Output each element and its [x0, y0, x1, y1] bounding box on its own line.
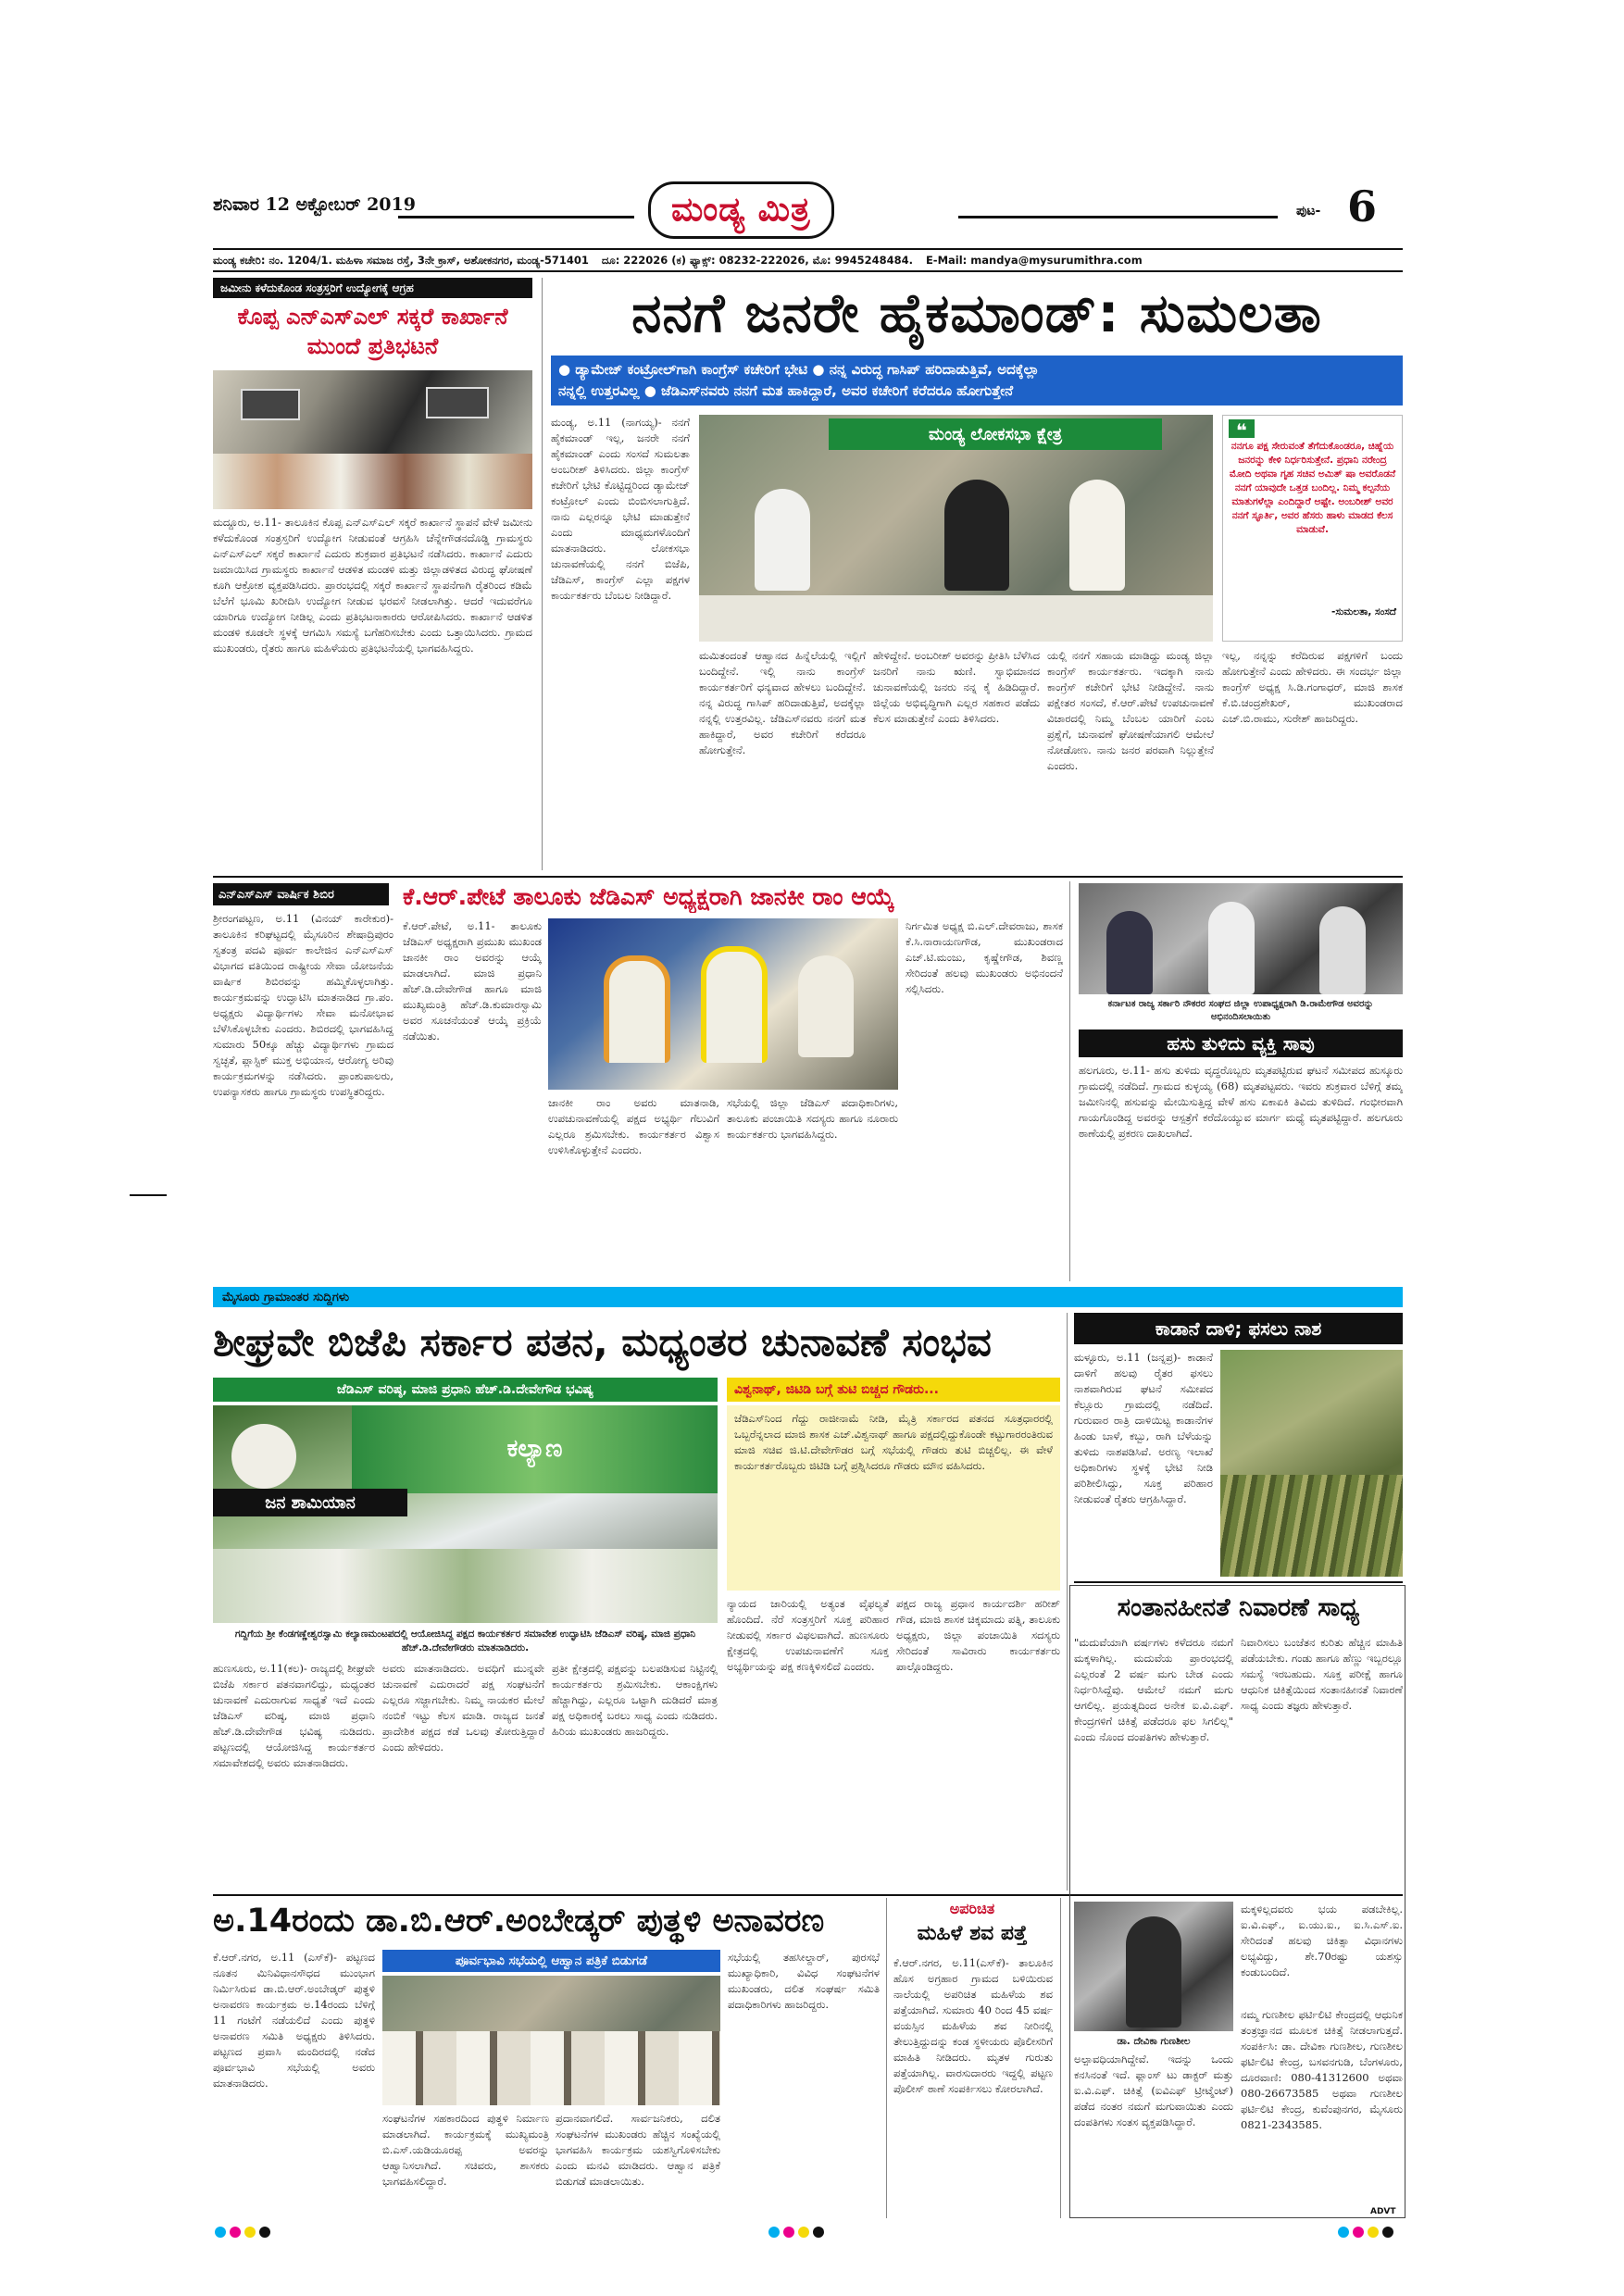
story10-body: ಕೆ.ಆರ್.ನಗರ, ಅ.11(ಎಸ್‌ಕೆ)- ತಾಲೂಕಿನ ಹೊಸ ಅಗ್ರಹಾರ ಗ್ರಾಮದ ಬಳಿಯಿರುವ ನಾಲೆಯಲ್ಲಿ ಅಪರಿಚಿತ ಮಹಿಳೆಯ ಶವ ಪತ್ತೆಯಾಗಿದೆ. ಸುಮಾರು 40 ರಿಂದ 45 ವರ್ಷ ವಯಸ್ಸಿನ ಮಹಿಳೆಯ ಶವ ನೀರಿನಲ್ಲಿ ತೇಲುತ್ತಿದ್ದುದನ್ನು ಕಂಡ ಸ್ಥಳೀಯರು ಪೊಲೀಸರಿಗೆ ಮಾಹಿತಿ ನೀಡಿದರು. ಮೃತಳ ಗುರುತು ಪತ್ತೆಯಾಗಿಲ್ಲ. ವಾರಸುದಾರರು ಇದ್ದಲ್ಲಿ ಪಟ್ಟಣ ಪೊಲೀಸ್ ಠಾಣೆ ಸಂಪರ್ಕಿಸಲು ಕೋರಲಾಗಿದೆ. [893, 1956, 1053, 2095]
story1-headline: ಕೊಪ್ಪ ಎನ್‌ಎಸ್‌ಎಲ್ ಸಕ್ಕರೆ ಕಾರ್ಖಾನೆ ಮುಂದೆ ಪ್ರತಿಭಟನೆ [237, 304, 508, 359]
story6-caption: ಗದ್ದಿಗೆಯ ಶ್ರೀ ಕೆಂಡಗಣ್ಣೇಶ್ವರಸ್ವಾಮಿ ಕಲ್ಯಾಣಮಂಟಪದಲ್ಲಿ ಆಯೋಜಿಸಿದ್ದ ಪಕ್ಷದ ಕಾರ್ಯಕರ್ತರ ಸಮಾವೇಶ ಉದ್ಘಾಟಿಸಿ ಜೆಡಿಎಸ್ ವರಿಷ್ಠ, ಮಾಜಿ ಪ್ರಧಾನಿ ಹೆಚ್.ಡಿ.ದೇವೇಗೌಡರು ಮಾತನಾಡಿದರು. [234, 1628, 696, 1653]
story9-photo [382, 1976, 720, 2105]
story2-quote-box [1222, 415, 1403, 642]
black-dot [259, 2227, 270, 2238]
section-rule [1074, 1581, 1403, 1583]
story8-body-3: ಮಕ್ಕಳಿಲ್ಲದವರು ಭಯ ಪಡಬೇಕಿಲ್ಲ. ಐ.ವಿ.ಎಫ್., ಐ.ಯು.ಐ., ಐ.ಸಿ.ಎಸ್.ಐ. ಸೇರಿದಂತೆ ಹಲವು ಚಿಕಿತ್ಸಾ ವಿಧಾನಗಳು ಲಭ್ಯವಿದ್ದು, ಶೇ.70ರಷ್ಟು ಯಶಸ್ಸು ಕಂಡುಬಂದಿದೆ. [1241, 1903, 1403, 1978]
issue-date: ಶನಿವಾರ 12 ಅಕ್ಟೋಬರ್ 2019 [213, 194, 416, 215]
column-divider [1060, 1898, 1061, 2218]
person-garlanded [604, 955, 670, 1063]
table [699, 595, 1213, 642]
story9-col-1: ಕೆ.ಆರ್.ನಗರ, ಅ.11 (ಎಸ್‌ಕೆ)- ಪಟ್ಟಣದ ನೂತನ ಮಿನಿವಿಧಾನಸೌಧದ ಮುಂಭಾಗ ನಿರ್ಮಿಸಿರುವ ಡಾ.ಬಿ.ಆರ್.ಅಂಬೇಡ್ಕರ್ ಪುತ್ಥಳಿ ಅನಾವರಣ ಕಾರ್ಯಕ್ರಮ ಅ.14ರಂದು ಬೆಳಿಗ್ಗೆ 11 ಗಂಟೆಗೆ ನಡೆಯಲಿದೆ ಎಂದು ಪುತ್ಥಳಿ ಅನಾವರಣ ಸಮಿತಿ ಅಧ್ಯಕ್ಷರು ತಿಳಿಸಿದರು. ಪಟ್ಟಣದ ಪ್ರವಾಸಿ ಮಂದಿರದಲ್ಲಿ ನಡೆದ ಪೂರ್ವಭಾವಿ ಸಭೆಯಲ್ಲಿ ಅವರು ಮಾತನಾಡಿದರು. [213, 1951, 375, 2090]
person [1069, 480, 1125, 591]
story1-kicker: ಜಮೀನು ಕಳೆದುಕೊಂಡ ಸಂತ್ರಸ್ತರಿಗೆ ಉದ್ಯೋಗಕ್ಕೆ ಆಗ್ರಹ [213, 278, 532, 298]
magenta-dot [783, 2227, 794, 2238]
story6-subhead: ಜೆಡಿಎಸ್ ವರಿಷ್ಠ, ಮಾಜಿ ಪ್ರಧಾನಿ ಹೆಚ್.ಡಿ.ದೇವೇಗೌಡ ಭವಿಷ್ಯ [213, 1378, 718, 1402]
black-dot [1382, 2227, 1393, 2238]
story7-headline: ಕಾಡಾನೆ ದಾಳಿ; ಫಸಲು ನಾಶ [1074, 1313, 1403, 1344]
story2-quote-source: -ಸುಮಲತಾ, ಸಂಸದೆ [1331, 606, 1396, 618]
story5-body: ಹಲಗೂರು, ಅ.11- ಹಸು ತುಳಿದು ವೃದ್ಧರೊಬ್ಬರು ಮೃತಪಟ್ಟಿರುವ ಘಟನೆ ಸಮೀಪದ ಹುಸ್ಕೂರು ಗ್ರಾಮದಲ್ಲಿ ನಡೆದಿದೆ. ಗ್ರಾಮದ ಕುಳ್ಳಯ್ಯ (68) ಮೃತಪಟ್ಟವರು. ಇವರು ಶುಕ್ರವಾರ ಬೆಳಿಗ್ಗೆ ತಮ್ಮ ಜಮೀನಿನಲ್ಲಿ ಹಸುವನ್ನು ಮೇಯಿಸುತ್ತಿದ್ದ ವೇಳೆ ಹಸು ಏಕಾಏಕಿ ತಿವಿದು ತುಳಿದಿದೆ. ಗಂಭೀರವಾಗಿ ಗಾಯಗೊಂಡಿದ್ದ ಅವರನ್ನು ಆಸ್ಪತ್ರೆಗೆ ಕರೆದೊಯ್ಯುವ ಮಾರ್ಗ ಮಧ್ಯೆ ಮೃತಪಟ್ಟಿದ್ದಾರೆ. ಹಲಗೂರು ಠಾಣೆಯಲ್ಲಿ ಪ್ರಕರಣ ದಾಖಲಾಗಿದೆ. [1079, 1064, 1403, 1140]
story6-col-4: ನ್ಯಾಯದ ಜಾರಿಯಲ್ಲಿ ಅತ್ಯಂತ ವೈಫಲ್ಯತೆ ಹೊಂದಿದೆ. ನೆರೆ ಸಂತ್ರಸ್ತರಿಗೆ ಸೂಕ್ತ ಪರಿಹಾರ ನೀಡುವಲ್ಲಿ ಸರ್ಕಾರ ವಿಫಲವಾಗಿದೆ. ಹುಣಸೂರು ಕ್ಷೇತ್ರದಲ್ಲಿ ಉಪಚುನಾವಣೆಗೆ ಸೂಕ್ತ ಅಭ್ಯರ್ಥಿಯನ್ನು ಪಕ್ಷ ಕಣಕ್ಕಿಳಿಸಲಿದೆ ಎಂದರು. [727, 1597, 889, 1673]
person [755, 489, 810, 591]
story8-headline: ಸಂತಾನಹೀನತೆ ನಿವಾರಣೆ ಸಾಧ್ಯ [1117, 1593, 1360, 1622]
story1-photo [213, 370, 532, 509]
story8-body-2: ನಿವಾರಿಸಲು ಬಂಜೆತನ ಕುರಿತು ಹೆಚ್ಚಿನ ಮಾಹಿತಿ ಪಡೆಯಬೇಕು. ಗಂಡು ಹಾಗೂ ಹೆಣ್ಣು ಇಬ್ಬರಲ್ಲೂ ಸಮಸ್ಯೆ ಇರಬಹುದು. ಸೂಕ್ತ ಪರೀಕ್ಷೆ ಹಾಗೂ ಆಧುನಿಕ ಚಿಕಿತ್ಸೆಯಿಂದ ಸಂತಾನಹೀನತೆ ನಿವಾರಣೆ ಸಾಧ್ಯ ಎಂದು ತಜ್ಞರು ಹೇಳುತ್ತಾರೆ. [1241, 1636, 1403, 1712]
story6-col-1: ಹುಣಸೂರು, ಅ.11(ಕಲ)- ರಾಜ್ಯದಲ್ಲಿ ಶೀಘ್ರವೇ ಬಿಜೆಪಿ ಸರ್ಕಾರ ಪತನವಾಗಲಿದ್ದು, ಮಧ್ಯಂತರ ಚುನಾವಣೆ ಎದುರಾಗುವ ಸಾಧ್ಯತೆ ಇದೆ ಎಂದು ಜೆಡಿಎಸ್ ವರಿಷ್ಠ, ಮಾಜಿ ಪ್ರಧಾನಿ ಹೆಚ್.ಡಿ.ದೇವೇಗೌಡ ಭವಿಷ್ಯ ನುಡಿದರು. ಪಟ್ಟಣದಲ್ಲಿ ಆಯೋಜಿಸಿದ್ದ ಕಾರ್ಯಕರ್ತರ ಸಮಾವೇಶದಲ್ಲಿ ಅವರು ಮಾತನಾಡಿದರು. [213, 1662, 375, 1769]
story2-body-3: ಹೇಳಿದ್ದೇನೆ. ಅಂಬರೀಶ್ ಅವರನ್ನು ಪ್ರೀತಿಸಿ ಬೆಳೆಸಿದ ಜನರಿಗೆ ನಾನು ಋಣಿ. ಸ್ವಾಭಿಮಾನದ ಚುನಾವಣೆಯಲ್ಲಿ ಜನರು ನನ್ನ ಕೈ ಹಿಡಿದಿದ್ದಾರೆ. ಜಿಲ್ಲೆಯ ಅಭಿವೃದ್ಧಿಗಾಗಿ ಎಲ್ಲರ ಸಹಕಾರ ಪಡೆದು ಕೆಲಸ ಮಾಡುತ್ತೇನೆ ಎಂದು ತಿಳಿಸಿದರು. [873, 649, 1040, 725]
person [1106, 911, 1153, 994]
advt-tag: ADVT [1370, 2207, 1396, 2216]
magenta-dot [230, 2227, 241, 2238]
story5-photo [1079, 883, 1403, 994]
masthead-logo [648, 181, 834, 239]
story6-col-3: ಪ್ರತೀ ಕ್ಷೇತ್ರದಲ್ಲಿ ಪಕ್ಷವನ್ನು ಬಲಪಡಿಸುವ ನಿಟ್ಟಿನಲ್ಲಿ ಕಾರ್ಯಕರ್ತರು ಶ್ರಮಿಸಬೇಕು. ಆಕಾಂಕ್ಷಿಗಳು ಹೆಚ್ಚಾಗಿದ್ದು, ಎಲ್ಲರೂ ಒಟ್ಟಾಗಿ ದುಡಿದರೆ ಮಾತ್ರ ಪಕ್ಷ ಅಧಿಕಾರಕ್ಕೆ ಬರಲು ಸಾಧ್ಯ ಎಂದು ನುಡಿದರು. ಹಿರಿಯ ಮುಖಂಡರು ಹಾಜರಿದ್ದರು. [552, 1662, 718, 1738]
column-divider [542, 278, 543, 870]
story4-body-4: ಸಭೆಯಲ್ಲಿ ಜಿಲ್ಲಾ ಜೆಡಿಎಸ್ ಪದಾಧಿಕಾರಿಗಳು, ತಾಲೂಕು ಪಂಚಾಯಿತಿ ಸದಸ್ಯರು ಹಾಗೂ ನೂರಾರು ಕಾರ್ಯಕರ್ತರು ಭಾಗವಹಿಸಿದ್ದರು. [727, 1096, 898, 1141]
story9-subhead: ಪೂರ್ವಭಾವಿ ಸಭೆಯಲ್ಲಿ ಆಹ್ವಾನ ಪತ್ರಿಕೆ ಬಿಡುಗಡೆ [382, 1950, 720, 1972]
office-address: ಮಂಡ್ಯ ಕಚೇರಿ: ನಂ. 1204/1. ಮಹಿಳಾ ಸಮಾಜ ರಸ್ತೆ, 3ನೇ ಕ್ರಾಸ್, ಅಶೋಕನಗರ, ಮಂಡ್ಯ-571401 [213, 253, 589, 267]
office-contact: ದೂ: 222026 (ಕ) ಫ್ಯಾಕ್ಸ್: 08232-222026, ಮೊ: 9945248484. [601, 253, 913, 267]
speaker [231, 1424, 296, 1489]
section-label: ಮೈಸೂರು ಗ್ರಾಮಾಂತರ ಸುದ್ದಿಗಳು [213, 1287, 1403, 1307]
story9-col-4: ಸಭೆಯಲ್ಲಿ ತಹಸೀಲ್ದಾರ್, ಪುರಸಭೆ ಮುಖ್ಯಾಧಿಕಾರಿ, ವಿವಿಧ ಸಂಘಟನೆಗಳ ಮುಖಂಡರು, ದಲಿತ ಸಂಘರ್ಷ ಸಮಿತಿ ಪದಾಧಿಕಾರಿಗಳು ಹಾಜರಿದ್ದರು. [728, 1951, 880, 2011]
story4-body-2: ಜಾನಕೀ ರಾಂ ಅವರು ಮಾತನಾಡಿ, ಉಪಚುನಾವಣೆಯಲ್ಲಿ ಪಕ್ಷದ ಅಭ್ಯರ್ಥಿ ಗೆಲುವಿಗೆ ಎಲ್ಲರೂ ಶ್ರಮಿಸಬೇಕು. ಕಾರ್ಯಕರ್ತರ ವಿಶ್ವಾಸ ಉಳಿಸಿಕೊಳ್ಳುತ್ತೇನೆ ಎಂದರು. [548, 1096, 719, 1156]
story2-body-5: ಇಲ್ಲ, ನನ್ನನ್ನು ಕರೆದಿರುವ ಪಕ್ಷಗಳಿಗೆ ಬಂದು ಹೋಗುತ್ತೇನೆ ಎಂದು ಹೇಳಿದರು. ಈ ಸಂದರ್ಭ ಜಿಲ್ಲಾ ಕಾಂಗ್ರೆಸ್ ಅಧ್ಯಕ್ಷ ಸಿ.ಡಿ.ಗಂಗಾಧರ್, ಮಾಜಿ ಶಾಸಕ ಕೆ.ಬಿ.ಚಂದ್ರಶೇಖರ್, ಮುಖಂಡರಾದ ಎಚ್.ಬಿ.ರಾಮು, ಸುರೇಶ್ ಹಾಜರಿದ್ದರು. [1222, 649, 1403, 725]
story4-body-5 [906, 1095, 1063, 1280]
story6-col-2: ಅವರು ಮಾತನಾಡಿದರು. ಅವಧಿಗೆ ಮುನ್ನವೇ ಚುನಾವಣೆ ಎದುರಾದರೆ ಪಕ್ಷ ಸಂಘಟನೆಗೆ ಎಲ್ಲರೂ ಸಜ್ಜಾಗಬೇಕು. ನಿಮ್ಮ ನಾಯಕರ ಮೇಲೆ ನಂಬಿಕೆ ಇಟ್ಟು ಕೆಲಸ ಮಾಡಿ. ರಾಜ್ಯದ ಜನತೆ ಪ್ರಾದೇಶಿಕ ಪಕ್ಷದ ಕಡೆ ಒಲವು ತೋರುತ್ತಿದ್ದಾರೆ ಎಂದು ಹೇಳಿದರು. [382, 1662, 544, 1753]
bullet-line: ● ಡ್ಯಾಮೇಜ್ ಕಂಟ್ರೋಲ್‌ಗಾಗಿ ಕಾಂಗ್ರೆಸ್ ಕಚೇರಿಗೆ ಭೇಟಿ ● ನನ್ನ ವಿರುದ್ಧ ಗಾಸಿಪ್ ಹರಿದಾಡುತ್ತಿವೆ, ಅದಕ್ಕೆಲ್ಲಾ [558, 361, 1040, 378]
column-divider [1069, 881, 1070, 1281]
column-divider [886, 1898, 887, 2218]
story6-sidebar-title: ವಿಶ್ವನಾಥ್, ಜಿಟಿಡಿ ಬಗ್ಗೆ ತುಟಿ ಬಿಚ್ಚದ ಗೌಡರು... [727, 1378, 1060, 1402]
registration-marks-left [215, 2224, 274, 2241]
column-divider [1067, 1313, 1068, 1890]
story2-headline: ನನಗೆ ಜನರೇ ಹೈಕಮಾಂಡ್: ಸುಮಲತಾ [631, 281, 1322, 344]
doctor-caption: ಡಾ. ದೇವಿಕಾ ಗುಣಶೀಲ [1117, 2036, 1191, 2047]
story6-sidebar-body: ಜೆಡಿಎಸ್‌ನಿಂದ ಗೆದ್ದು ರಾಜೀನಾಮೆ ನೀಡಿ, ಮೈತ್ರಿ ಸರ್ಕಾರದ ಪತನದ ಸೂತ್ರಧಾರರಲ್ಲಿ ಒಬ್ಬರೆನ್ನಲಾದ ಮಾಜಿ ಶಾಸಕ ಎಚ್.ವಿಶ್ವನಾಥ್ ಹಾಗೂ ಪಕ್ಷದಲ್ಲಿದ್ದುಕೊಂಡೇ ಕಟ್ಟುಗಾರರಂತಿರುವ ಮಾಜಿ ಸಚಿವ ಜಿ.ಟಿ.ದೇವೇಗೌಡರ ಬಗ್ಗೆ ಸಭೆಯಲ್ಲಿ ಗೌಡರು ತುಟಿ ಬಿಚ್ಚಲಿಲ್ಲ. ಈ ವೇಳೆ ಕಾರ್ಯಕರ್ತರೊಬ್ಬರು ಜಿಟಿಡಿ ಬಗ್ಗೆ ಪ್ರಶ್ನಿಸಿದರೂ ಗೌಡರು ಮೌನ ವಹಿಸಿದರು. [727, 1405, 1060, 1591]
black-dot [813, 2227, 824, 2238]
story10-headline: ಮಹಿಳೆ ಶವ ಪತ್ತೆ [917, 1922, 1028, 1945]
person [1208, 902, 1255, 994]
story10-kicker: ಅಪರಿಚಿತ [949, 1900, 995, 1917]
section-rule [213, 876, 1403, 878]
story8-body-1: "ಮದುವೆಯಾಗಿ ವರ್ಷಗಳು ಕಳೆದರೂ ನಮಗೆ ಮಕ್ಕಳಾಗಿಲ್ಲ. ಮದುವೆಯ ಪ್ರಾರಂಭದಲ್ಲಿ ಎಲ್ಲರಂತೆ 2 ವರ್ಷ ಮಗು ಬೇಡ ಎಂದು ನಿರ್ಧರಿಸಿದ್ದೆವು. ಆಮೇಲೆ ನಮಗೆ ಮಗು ಆಗಲಿಲ್ಲ. ಪ್ರಯತ್ನದಿಂದ ಅನೇಕ ಐ.ವಿ.ಎಫ್. ಕೇಂದ್ರಗಳಿಗೆ ಚಿಕಿತ್ಸೆ ಪಡೆದರೂ ಫಲ ಸಿಗಲಿಲ್ಲ" ಎಂದು ನೊಂದ ದಂಪತಿಗಳು ಹೇಳುತ್ತಾರೆ. [1074, 1636, 1233, 1743]
story6-col-5: ಪಕ್ಷದ ರಾಜ್ಯ ಪ್ರಧಾನ ಕಾರ್ಯದರ್ಶಿ ಹರೀಶ್ ಗೌಡ, ಮಾಜಿ ಶಾಸಕ ಚಿಕ್ಕಮಾದು ಪತ್ನಿ, ತಾಲೂಕು ಅಧ್ಯಕ್ಷರು, ಜಿಲ್ಲಾ ಪಂಚಾಯಿತಿ ಸದಸ್ಯರು ಸೇರಿದಂತೆ ಸಾವಿರಾರು ಕಾರ್ಯಕರ್ತರು ಪಾಲ್ಗೊಂಡಿದ್ದರು. [896, 1597, 1060, 1673]
yellow-dot [244, 2227, 256, 2238]
story8-body-4: ಅಲ್ಪಾವಧಿಯಾಗಿದ್ದೇವೆ. ಇದನ್ನು ಒಂದು ಕನಸಿನಂತೆ ಇದೆ. ಫ್ಲಾಂಸ್ ಟು ಡಾಕ್ಟರ್ ಮತ್ತು ಐ.ವಿ.ಎಫ್. ಚಿಕಿತ್ಸೆ (ಐವಿಎಫ್ ಟ್ರೀಟ್ಮೆಂಟ್) ಪಡೆದ ನಂತರ ನಮಗೆ ಮಗುವಾಯಿತು ಎಂದು ದಂಪತಿಗಳು ಸಂತಸ ವ್ಯಕ್ತಪಡಿಸಿದ್ದಾರೆ. [1074, 2053, 1233, 2128]
crowd [213, 454, 532, 509]
bullet-line: ನನ್ನಲ್ಲಿ ಉತ್ತರವಿಲ್ಲ ● ಜೆಡಿಎಸ್‌ನವರು ನನಗೆ ಮತ ಹಾಕಿದ್ದಾರೆ, ಅವರ ಕಚೇರಿಗೆ ಕರೆದರೂ ಹೋಗುತ್ತೇನೆ [558, 382, 1014, 399]
page-number: 6 [1347, 181, 1378, 231]
story6-headline: ಶೀಘ್ರವೇ ಬಿಜೆಪಿ ಸರ್ಕಾರ ಪತನ, ಮಧ್ಯಂತರ ಚುನಾವಣೆ ಸಂಭವ [213, 1319, 992, 1365]
logo-text: ಮಂಡ್ಯ ಮಿತ್ರ [671, 191, 811, 229]
story7-body: ಮಳ್ಳೂರು, ಅ.11 (ಜನ್ನಪ್ರ)- ಕಾಡಾನೆ ದಾಳಿಗೆ ಹಲವು ರೈತರ ಫಸಲು ನಾಶವಾಗಿರುವ ಘಟನೆ ಸಮೀಪದ ಕೆಲ್ಲೂರು ಗ್ರಾಮದಲ್ಲಿ ನಡೆದಿದೆ. ಗುರುವಾರ ರಾತ್ರಿ ದಾಳಿಯಿಟ್ಟ ಕಾಡಾನೆಗಳ ಹಿಂಡು ಬಾಳೆ, ಕಬ್ಬು, ರಾಗಿ ಬೆಳೆಯನ್ನು ತುಳಿದು ನಾಶಪಡಿಸಿವೆ. ಅರಣ್ಯ ಇಲಾಖೆ ಅಧಿಕಾರಿಗಳು ಸ್ಥಳಕ್ಕೆ ಭೇಟಿ ನೀಡಿ ಪರಿಶೀಲಿಸಿದ್ದು, ಸೂಕ್ತ ಪರಿಹಾರ ನೀಡುವಂತೆ ರೈತರು ಆಗ್ರಹಿಸಿದ್ದಾರೆ. [1074, 1351, 1213, 1505]
cyan-dot [1338, 2227, 1349, 2238]
cyan-dot [215, 2227, 226, 2238]
story2-body-4: ಯಲ್ಲಿ ನನಗೆ ಸಹಾಯ ಮಾಡಿದ್ದು ಮಂಡ್ಯ ಜಿಲ್ಲಾ ಕಾಂಗ್ರೆಸ್ ಕಾರ್ಯಕರ್ತರು. ಇದಕ್ಕಾಗಿ ನಾನು ಕಾಂಗ್ರೆಸ್ ಕಚೇರಿಗೆ ಭೇಟಿ ನೀಡಿದ್ದೇನೆ. ನಾನು ಪಕ್ಷೇತರ ಸಂಸದೆ, ಕೆ.ಆರ್.ಪೇಟೆ ಉಪಚುನಾವಣೆ ವಿಚಾರದಲ್ಲಿ ನಿಮ್ಮ ಬೆಂಬಲ ಯಾರಿಗೆ ಎಂಬ ಪ್ರಶ್ನೆಗೆ, ಚುನಾವಣೆ ಘೋಷಣೆಯಾಗಲಿ ಆಮೇಲೆ ನೋಡೋಣ. ನಾನು ಜನರ ಪರವಾಗಿ ನಿಲ್ಲುತ್ತೇನೆ ಎಂದರು. [1047, 649, 1214, 772]
factory-sign [241, 389, 300, 420]
story4-photo [548, 918, 898, 1090]
story2-quote: ನನಗೂ ಪಕ್ಷ ಸೇರುವಂತೆ ತೆಗೆದುಕೊಂಡರೂ, ಚಿಹ್ನೆಯ ಜನರನ್ನು ಕೇಳಿ ನಿರ್ಧರಿಸುತ್ತೇನೆ. ಪ್ರಧಾನಿ ನರೇಂದ್ರ ಮೋದಿ ಅಥವಾ ಗೃಹ ಸಚಿವ ಅಮಿತ್ ಷಾ ಅವರೊಡನೆ ನನಗೆ ಯಾವುದೇ ಒತ್ತಡ ಬಂದಿಲ್ಲ. ನಿಮ್ಮ ಕಲ್ಪನೆಯ ಮಾತುಗಳೆಲ್ಲಾ ಎಂದಿದ್ದಾರೆ ಅಷ್ಟೇ. ಅಂಬರೀಶ್ ಅವರ ನನಗೆ ಸ್ಫೂರ್ತಿ, ಅವರ ಹೆಸರು ಹಾಳು ಮಾಡದ ಕೆಲಸ ಮಾಡುವೆ. [1229, 441, 1396, 535]
story5-headline: ಹಸು ತುಳಿದು ವ್ಯಕ್ತಿ ಸಾವು [1079, 1029, 1403, 1057]
story6-photo [213, 1405, 718, 1623]
story3-kicker: ಎನ್‌ಎಸ್‌ಎಸ್ ವಾರ್ಷಿಕ ಶಿಬಿರ [213, 883, 389, 905]
story3-body: ಶ್ರೀರಂಗಪಟ್ಟಣ, ಅ.11 (ವಿನಯ್ ಕಾರೇಕುರ)- ತಾಲೂಕಿನ ಕರಿಘಟ್ಟದಲ್ಲಿ ಮೈಸೂರಿನ ಶೇಷಾದ್ರಿಪುರಂ ಸ್ವತಂತ್ರ ಪದವಿ ಪೂರ್ವ ಕಾಲೇಜಿನ ಎನ್‌ಎಸ್‌ಎಸ್ ವಿಭಾಗದ ವತಿಯಿಂದ ರಾಷ್ಟ್ರೀಯ ಸೇವಾ ಯೋಜನೆಯ ವಾರ್ಷಿಕ ಶಿಬಿರವನ್ನು ಹಮ್ಮಿಕೊಳ್ಳಲಾಗಿತ್ತು. ಕಾರ್ಯಕ್ರಮವನ್ನು ಉದ್ಘಾಟಿಸಿ ಮಾತನಾಡಿದ ಗ್ರಾ.ಪಂ. ಅಧ್ಯಕ್ಷರು ವಿದ್ಯಾರ್ಥಿಗಳು ಸೇವಾ ಮನೋಭಾವ ಬೆಳೆಸಿಕೊಳ್ಳಬೇಕು ಎಂದರು. ಶಿಬಿರದಲ್ಲಿ ಭಾಗವಹಿಸಿದ್ದ ಸುಮಾರು 50ಕ್ಕೂ ಹೆಚ್ಚು ವಿದ್ಯಾರ್ಥಿಗಳು ಗ್ರಾಮದ ಸ್ವಚ್ಛತೆ, ಪ್ಲಾಸ್ಟಿಕ್ ಮುಕ್ತ ಅಭಿಯಾನ, ಆರೋಗ್ಯ ಅರಿವು ಕಾರ್ಯಕ್ರಮಗಳನ್ನು ನಡೆಸಿದರು. ಪ್ರಾಂಶುಪಾಲರು, ಉಪನ್ಯಾಸಕರು ಹಾಗೂ ಗ್ರಾಮಸ್ಥರು ಉಪಸ್ಥಿತರಿದ್ದರು. [213, 912, 394, 1098]
registration-marks-right [1338, 2224, 1397, 2241]
story9-col-3: ಪ್ರದಾನವಾಗಲಿದೆ. ಸಾರ್ವಜನಿಕರು, ದಲಿತ ಸಂಘಟನೆಗಳ ಮುಖಂಡರು ಹೆಚ್ಚಿನ ಸಂಖ್ಯೆಯಲ್ಲಿ ಭಾಗವಹಿಸಿ ಕಾರ್ಯಕ್ರಮ ಯಶಸ್ವಿಗೊಳಿಸಬೇಕು ಎಂದು ಮನವಿ ಮಾಡಿದರು. ಆಹ್ವಾನ ಪತ್ರಿಕೆ ಬಿಡುಗಡೆ ಮಾಡಲಾಯಿತು. [556, 2112, 720, 2188]
person [1319, 906, 1366, 994]
story2-body-2: ಮಮಿತಂದಂತೆ ಆಹ್ವಾನದ ಹಿನ್ನೆಲೆಯಲ್ಲಿ ಇಲ್ಲಿಗೆ ಬಂದಿದ್ದೇನೆ. ಇಲ್ಲಿ ನಾನು ಕಾಂಗ್ರೆಸ್ ಕಾರ್ಯಕರ್ತರಿಗೆ ಧನ್ಯವಾದ ಹೇಳಲು ಬಂದಿದ್ದೇನೆ. ನನ್ನ ವಿರುದ್ಧ ಗಾಸಿಪ್ ಹರಿದಾಡುತ್ತಿವೆ, ಅದಕ್ಕೆಲ್ಲಾ ನನ್ನಲ್ಲಿ ಉತ್ತರವಿಲ್ಲ. ಜೆಡಿಎಸ್‌ನವರು ನನಗೆ ಮತ ಹಾಕಿದ್ದಾರೆ, ಅವರ ಕಚೇರಿಗೆ ಕರೆದರೂ ಹೋಗುತ್ತೇನೆ. [699, 649, 866, 756]
photo-banner: ಮಂಡ್ಯ ಲೋಕಸಭಾ ಕ್ಷೇತ್ರ [829, 418, 1162, 450]
yellow-dot [798, 2227, 809, 2238]
story5-caption: ಕರ್ನಾಟಕ ರಾಜ್ಯ ಸರ್ಕಾರಿ ನೌಕರರ ಸಂಘದ ಜಿಲ್ಲಾ ಉಪಾಧ್ಯಕ್ಷರಾಗಿ ಡಿ.ರಾಮೇಗೌಡ ಅವರನ್ನು ಅಭಿನಂದಿಸಲಾಯಿತು [1107, 999, 1374, 1022]
doctor-portrait [1126, 1916, 1181, 2028]
stage-sign: ಜನ ಶಾಮಿಯಾನ [213, 1489, 407, 1516]
story2-photo [699, 415, 1213, 642]
person [798, 955, 854, 1057]
dais [213, 1549, 718, 1623]
story1-body: ಮದ್ದೂರು, ಅ.11- ತಾಲೂಕಿನ ಕೊಪ್ಪ ಎನ್‌ಎಸ್‌ಎಲ್ ಸಕ್ಕರೆ ಕಾರ್ಖಾನೆ ಸ್ಥಾಪನೆ ವೇಳೆ ಜಮೀನು ಕಳೆದುಕೊಂಡ ಸಂತ್ರಸ್ತರಿಗೆ ಉದ್ಯೋಗ ನೀಡುವಂತೆ ಆಗ್ರಹಿಸಿ ಚೆನ್ನೇಗೌಡನದೊಡ್ಡಿ ಗ್ರಾಮಸ್ಥರು ಎನ್‌ಎಸ್‌ಎಲ್ ಸಕ್ಕರೆ ಕಾರ್ಖಾನೆ ಎದುರು ಶುಕ್ರವಾರ ಪ್ರತಿಭಟನೆ ನಡೆಸಿದರು. ಕಾರ್ಖಾನೆ ಎದುರು ಜಮಾಯಿಸಿದ ಗ್ರಾಮಸ್ಥರು ಕಾರ್ಖಾನೆ ಆಡಳಿತ ಮಂಡಳಿ ಮತ್ತು ಜಿಲ್ಲಾಡಳಿತದ ವಿರುದ್ಧ ಘೋಷಣೆ ಕೂಗಿ ಆಕ್ರೋಶ ವ್ಯಕ್ತಪಡಿಸಿದರು. ಪ್ರಾರಂಭದಲ್ಲಿ ಸಕ್ಕರೆ ಕಾರ್ಖಾನೆ ಸ್ಥಾಪನೆಗಾಗಿ ರೈತರಿಂದ ಕಡಿಮೆ ಬೆಲೆಗೆ ಭೂಮಿ ಖರೀದಿಸಿ ಉದ್ಯೋಗ ನೀಡುವ ಭರವಸೆ ನೀಡಲಾಗಿತ್ತು. ಆದರೆ ಇದುವರೆಗೂ ಯಾರಿಗೂ ಉದ್ಯೋಗ ನೀಡಿಲ್ಲ ಎಂದು ಪ್ರತಿಭಟನಾಕಾರರು ಆರೋಪಿಸಿದರು. ಕಾರ್ಖಾನೆ ಆಡಳಿತ ಮಂಡಳಿ ಕೂಡಲೇ ಸ್ಥಳಕ್ಕೆ ಆಗಮಿಸಿ ಸಮಸ್ಯೆ ಬಗೆಹರಿಸಬೇಕು ಎಂದು ಒತ್ತಾಯಿಸಿದರು. ಗ್ರಾಮದ ಮುಖಂಡರು, ರೈತರು ಹಾಗೂ ಮಹಿಳೆಯರು ಪ್ರತಿಭಟನೆಯಲ್ಲಿ ಭಾಗವಹಿಸಿದ್ದರು. [213, 516, 532, 655]
magenta-dot [1353, 2227, 1364, 2238]
story9-headline: ಅ.14ರಂದು ಡಾ.ಬಿ.ಆರ್.ಅಂಬೇಡ್ಕರ್ ಪುತ್ಥಳಿ ಅನಾವರಣ [213, 1903, 825, 1940]
page-label: ಪುಟ- [1296, 204, 1321, 218]
section-rule [213, 1894, 1403, 1896]
factory-sign [426, 387, 489, 418]
cyan-dot [768, 2227, 780, 2238]
registration-tick [130, 1194, 167, 1196]
yellow-dot [1368, 2227, 1379, 2238]
story4-body-1: ಕೆ.ಆರ್.ಪೇಟೆ, ಅ.11- ತಾಲೂಕು ಜೆಡಿಎಸ್ ಅಧ್ಯಕ್ಷರಾಗಿ ಪ್ರಮುಖ ಮುಖಂಡ ಜಾನಕೀ ರಾಂ ಅವರನ್ನು ಆಯ್ಕೆ ಮಾಡಲಾಗಿದೆ. ಮಾಜಿ ಪ್ರಧಾನಿ ಹೆಚ್.ಡಿ.ದೇವೇಗೌಡ ಹಾಗೂ ಮಾಜಿ ಮುಖ್ಯಮಂತ್ರಿ ಹೆಚ್.ಡಿ.ಕುಮಾರಸ್ವಾಮಿ ಅವರ ಸೂಚನೆಯಂತೆ ಆಯ್ಕೆ ಪ್ರಕ್ರಿಯೆ ನಡೆಯಿತು. [403, 919, 542, 1042]
story2-body-1: ಮಂಡ್ಯ, ಅ.11 (ನಾಗಯ್ಯ)- ನನಗೆ ಹೈಕಮಾಂಡ್ ಇಲ್ಲ, ಜನರೇ ನನಗೆ ಹೈಕಮಾಂಡ್ ಎಂದು ಸಂಸದೆ ಸುಮಲತಾ ಅಂಬರೀಶ್ ತಿಳಿಸಿದರು. ಜಿಲ್ಲಾ ಕಾಂಗ್ರೆಸ್ ಕಚೇರಿಗೆ ಭೇಟಿ ಕೊಟ್ಟಿದ್ದರಿಂದ ಡ್ಯಾಮೇಜ್ ಕಂಟ್ರೋಲ್ ಎಂದು ಬಿಂಬಿಸಲಾಗುತ್ತಿದೆ. ನಾನು ಎಲ್ಲರನ್ನೂ ಭೇಟಿ ಮಾಡುತ್ತೇನೆ ಎಂದು ಮಾಧ್ಯಮಗಳೊಂದಿಗೆ ಮಾತನಾಡಿದರು. ಲೋಕಸಭಾ ಚುನಾವಣೆಯಲ್ಲಿ ನನಗೆ ಬಿಜೆಪಿ, ಜೆಡಿಎಸ್, ಕಾಂಗ್ರೆಸ್ ಎಲ್ಲಾ ಪಕ್ಷಗಳ ಕಾರ್ಯಕರ್ತರು ಬೆಂಬಲ ನೀಡಿದ್ದಾರೆ. [551, 416, 690, 602]
story4-headline: ಕೆ.ಆರ್.ಪೇಟೆ ತಾಲೂಕು ಜೆಡಿಎಸ್ ಅಧ್ಯಕ್ಷರಾಗಿ ಜಾನಕೀ ರಾಂ ಆಯ್ಕೆ [403, 883, 894, 910]
masthead-rule-left [398, 216, 634, 218]
masthead-rule-right [958, 216, 1278, 218]
quote-mark-icon: ❝ [1229, 419, 1255, 438]
stage-banner: ಕಲ್ಯಾಣ [352, 1405, 718, 1493]
story8-body-5: ನಮ್ಮ ಗುಣಶೀಲ ಫರ್ಟಿಲಿಟಿ ಕೇಂದ್ರದಲ್ಲಿ ಆಧುನಿಕ ತಂತ್ರಜ್ಞಾನದ ಮೂಲಕ ಚಿಕಿತ್ಸೆ ನೀಡಲಾಗುತ್ತದೆ. ಸಂಪರ್ಕಿಸಿ: ಡಾ. ದೇವಿಕಾ ಗುಣಶೀಲ, ಗುಣಶೀಲ ಫರ್ಟಿಲಿಟಿ ಕೇಂದ್ರ, ಬಸವನಗುಡಿ, ಬೆಂಗಳೂರು, ದೂರವಾಣಿ: 080-41312600 ಅಥವಾ 080-26673585 ಅಥವಾ ಗುಣಶೀಲ ಫರ್ಟಿಲಿಟಿ ಕೇಂದ್ರ, ಕುವೆಂಪುನಗರ, ಮೈಸೂರು 0821-2343585. [1241, 2008, 1403, 2131]
doctor-photo [1074, 1902, 1233, 2031]
person-garlanded [701, 946, 768, 1063]
story2-bullets [551, 356, 1403, 406]
office-email: E-Mail: mandya@mysurumithra.com [925, 254, 1143, 267]
registration-marks-center [768, 2224, 828, 2241]
person [944, 480, 1009, 591]
story7-photo [1220, 1350, 1403, 1577]
story4-body-3: ನಿರ್ಗಮಿತ ಅಧ್ಯಕ್ಷ ಬಿ.ಎಲ್.ದೇವರಾಜು, ಶಾಸಕ ಕೆ.ಸಿ.ನಾರಾಯಣಗೌಡ, ಮುಖಂಡರಾದ ಎಚ್.ಟಿ.ಮಂಜು, ಕೃಷ್ಣೇಗೌಡ, ಶಿವಣ್ಣ ಸೇರಿದಂತೆ ಹಲವು ಮುಖಂಡರು ಅಭಿನಂದನೆ ಸಲ್ಲಿಸಿದರು. [906, 919, 1063, 995]
address-bar [213, 248, 1403, 272]
people-row [382, 2031, 720, 2105]
story9-col-2: ಸಂಘಟನೆಗಳ ಸಹಕಾರದಿಂದ ಪುತ್ಥಳಿ ನಿರ್ಮಾಣ ಮಾಡಲಾಗಿದೆ. ಕಾರ್ಯಕ್ರಮಕ್ಕೆ ಮುಖ್ಯಮಂತ್ರಿ ಬಿ.ಎಸ್.ಯಡಿಯೂರಪ್ಪ ಅವರನ್ನು ಆಹ್ವಾನಿಸಲಾಗಿದೆ. ಸಚಿವರು, ಶಾಸಕರು ಭಾಗವಹಿಸಲಿದ್ದಾರೆ. [382, 2112, 549, 2188]
crop-field [1220, 1475, 1403, 1577]
